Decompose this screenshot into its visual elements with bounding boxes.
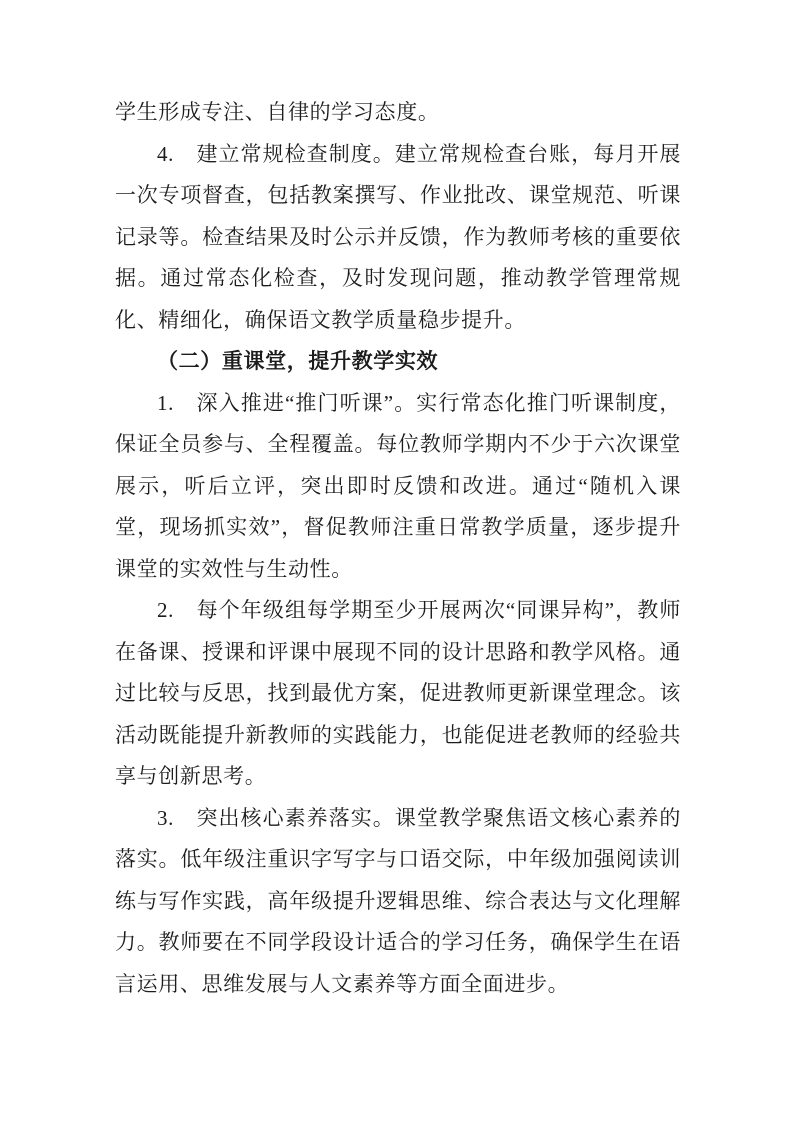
paragraph: 4. 建立常规检查制度。建立常规检查台账，每月开展一次专项督查，包括教案撰写、作业批改、课堂规范、听课记录等。检查结果及时公示并反馈，作为教师考核的重要依据。通过常态化检查，及时发现问题，推动教学管理常规化、精细化，确保语文教学质量稳步提升。 [115, 141, 681, 332]
paragraph: 3. 突出核心素养落实。课堂教学聚焦语文核心素养的落实。低年级注重识字写字与口语交际，中年级加强阅读训练与写作实践，高年级提升逻辑思维、综合表达与文化理解力。教师要在不同学段设计适合的学习任务，确保学生在语言运用、思维发展与人文素养等方面全面进步。 [115, 805, 681, 996]
paragraph: 学生形成专注、自律的学习态度。 [115, 100, 440, 124]
paragraph: 1. 深入推进“推门听课”。实行常态化推门听课制度，保证全员参与、全程覆盖。每位教师学期内不少于六次课堂展示，听后立评，突出即时反馈和改进。通过“随机入课堂，现场抓实效”，督促教师注重日常教学质量，逐步提升课堂的实效性与生动性。 [115, 390, 681, 581]
section-heading: （二）重课堂，提升教学实效 [157, 349, 439, 373]
document-body [115, 92, 681, 1005]
paragraph: 2. 每个年级组每学期至少开展两次“同课异构”，教师在备课、授课和评课中展现不同的设计思路和教学风格。通过比较与反思，找到最优方案，促进教师更新课堂理念。该活动既能提升新教师的实践能力，也能促进老教师的经验共享与创新思考。 [115, 598, 681, 788]
